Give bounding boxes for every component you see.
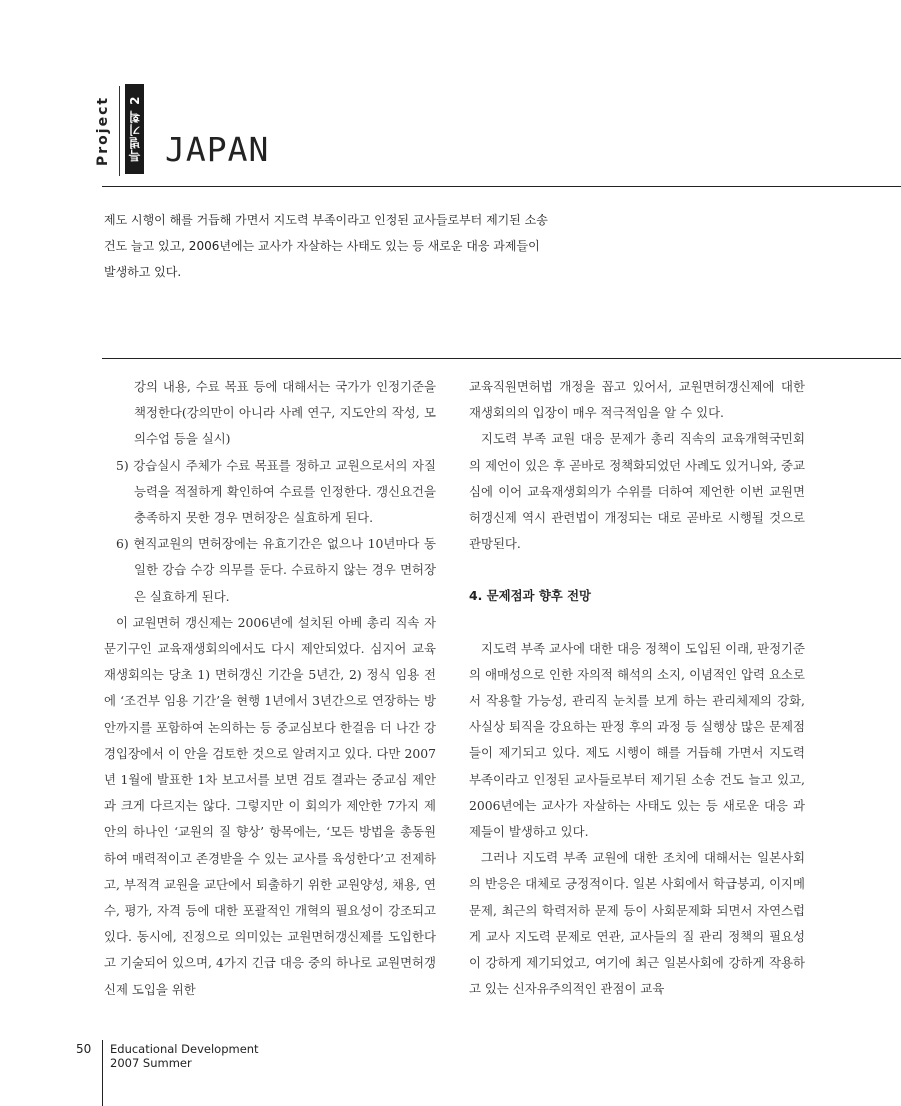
special-feature-tag: 특별기획 2 bbox=[125, 84, 144, 174]
page-number: 50 bbox=[76, 1042, 92, 1056]
summary-text: 제도 시행이 해를 거듭해 가면서 지도력 부족이라고 인정된 교사들로부터 제기된 소송 건도 늘고 있고, 2006년에는 교사가 자살하는 사태도 있는 등 새로운 대응 과제들이 발생하고 있다. bbox=[104, 213, 548, 279]
middle-rule bbox=[102, 358, 901, 359]
footer-publication bbox=[110, 1042, 259, 1070]
project-label: Project bbox=[95, 95, 111, 167]
right-column bbox=[469, 374, 805, 1002]
list-item-5: 5) 강습실시 주체가 수료 목표를 정하고 교원으로서의 자질 능력을 적절하게 확인하여 수료를 인정한다. 갱신요건을 충족하지 못한 경우 면허장은 실효하게 된다. bbox=[116, 457, 436, 526]
top-rule bbox=[102, 186, 901, 187]
footer-divider bbox=[102, 1040, 103, 1106]
body-paragraph: 지도력 부족 교사에 대한 대응 정책이 도입된 이래, 판정기준의 애매성으로 인한 자의적 해석의 소지, 이념적인 압력 요소로서 작용할 가능성, 관리직 눈치를 보게 하는 관리체제의 강화, 사실상 퇴직을 강요하는 판정 후의 과정 등 실행상 많은 문제점들이 제기되고 있다. 제도 시행이 해를 거듭해 가면서 지도력 부족이라고 인정된 교사들로부터 제기된 소송 건도 늘고 있고, 2006년에는 교사가 자살하는 사태도 있는 등 새로운 대응 과제들이 발생하고 있다. bbox=[469, 640, 805, 840]
body-paragraph: 그러나 지도력 부족 교원에 대한 조치에 대해서는 일본사회의 반응은 대체로 긍정적이다. 일본 사회에서 학급붕괴, 이지메 문제, 최근의 학력저하 문제 등이 사회문제화 되면서 자연스럽게 교사 지도력 문제로 연관, 교사들의 질 관리 정책의 필요성이 강하게 제기되었고, 여기에 최근 일본사회에 강하게 작용하고 있는 신자유주의적인 관점이 교육 bbox=[469, 850, 805, 997]
list-item-6: 6) 현직교원의 면허장에는 유효기간은 없으나 10년마다 동일한 강습 수강 의무를 둔다. 수료하지 않는 경우 면허장은 실효하게 된다. bbox=[116, 536, 436, 604]
body-paragraph: 이 교원면허 갱신제는 2006년에 설치된 아베 총리 직속 자문기구인 교육재생회의에서도 다시 제안되었다. 심지어 교육재생회의는 당초 1) 면허갱신 기간을 5년간, 2) 정식 임용 전에 ‘조건부 임용 기간’을 현행 1년에서 3년간으로 연장하는 방안까지를 포함하여 논의하는 등 중교심보다 한걸음 더 나간 강경입장에서 이 안을 검토한 것으로 알려지고 있다. 다만 2007년 1월에 발표한 1차 보고서를 보면 검토 결과는 중교심 제안과 크게 다르지는 않다. 그렇지만 이 회의가 제안한 7가지 제안의 하나인 ‘교원의 질 향상’ 항목에는, ‘모든 방법을 총동원하여 매력적이고 존경받을 수 있는 교사를 육성한다’고 전제하고, 부적격 교원을 교단에서 퇴출하기 위한 교원양성, 채용, 연수, 평가, 자격 등에 대한 포괄적인 개혁의 필요성이 강조되고 있다. 동시에, 진정으로 의미있는 교원면허갱신제를 도입한다고 기술되어 있으며, 4가지 긴급 대응 중의 하나로 교원면허갱신제 도입을 위한 bbox=[104, 614, 436, 997]
body-paragraph: 교육직원면허법 개정을 꼽고 있어서, 교원면허갱신제에 대한 재생회의의 입장이 매우 적극적임을 알 수 있다. bbox=[469, 379, 805, 421]
header-divider bbox=[119, 86, 120, 176]
section-heading: 4. 문제점과 향후 전망 bbox=[469, 588, 592, 604]
publication-name: Educational Development bbox=[110, 1042, 259, 1056]
publication-issue: 2007 Summer bbox=[110, 1056, 192, 1070]
body-paragraph: 지도력 부족 교원 대응 문제가 총리 직속의 교육개혁국민회의 제언이 있은 후 곧바로 정책화되었던 사례도 있거니와, 중교심에 이어 교육재생회의가 수위를 더하여 제언한 이번 교원면허갱신제 역시 관련법이 개정되는 대로 곧바로 시행될 것으로 관망된다. bbox=[469, 431, 805, 552]
list-item-4-continued: 강의 내용, 수료 목표 등에 대해서는 국가가 인정기준을 책정한다(강의만이 아니라 사례 연구, 지도안의 작성, 모의수업 등을 실시) bbox=[134, 379, 436, 447]
left-column bbox=[104, 374, 436, 1003]
section-header bbox=[95, 80, 901, 188]
page-title: JAPAN bbox=[165, 130, 270, 169]
